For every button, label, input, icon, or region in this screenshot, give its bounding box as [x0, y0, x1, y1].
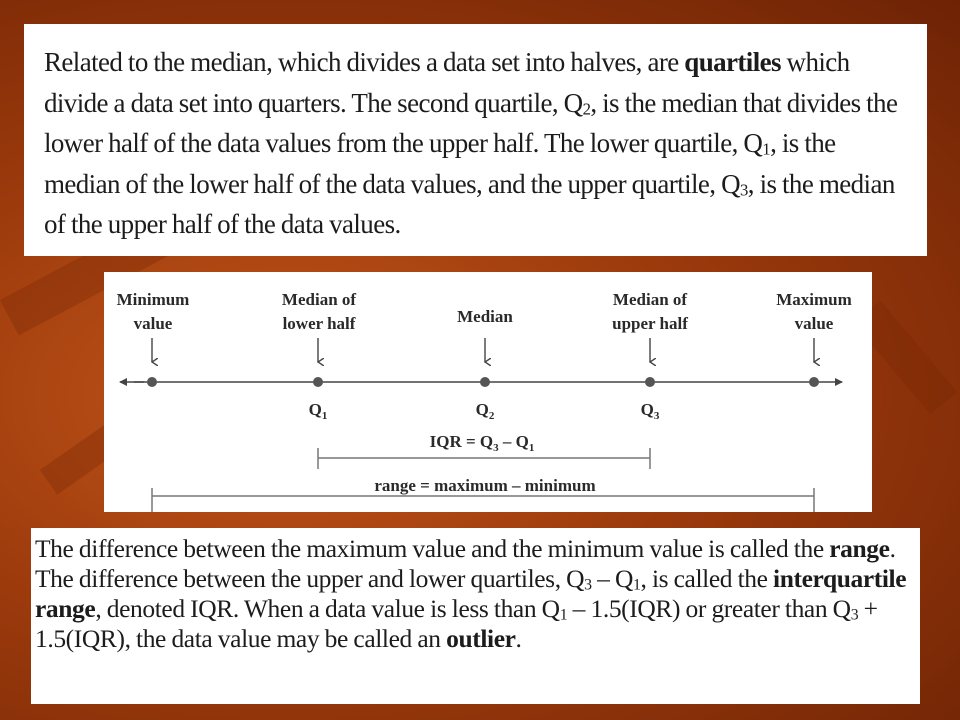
- text-run: , is the median of the upper half of the data values.: [44, 168, 895, 239]
- subscript: 3: [739, 180, 748, 199]
- label-lower-median-line2: lower half: [282, 314, 356, 333]
- point-minimum: [147, 377, 157, 387]
- quartiles-paragraph: [44, 42, 913, 245]
- subscript: 3: [584, 576, 592, 594]
- text-run: , is the median that divides the lower half of the data values from the upper half. The lower quartile, Q: [44, 87, 898, 158]
- range-definition-panel: [31, 528, 920, 704]
- quartile-number-line-diagram: [104, 272, 872, 512]
- text-run: – Q: [591, 564, 633, 593]
- label-upper-median-line2: upper half: [612, 314, 688, 333]
- text-run: The difference between the maximum value and the minimum value is called the: [35, 534, 830, 563]
- label-lower-median-line1: Median of: [281, 290, 357, 309]
- label-minimum-line1: Minimum: [116, 290, 190, 309]
- quartiles-definition-panel: [24, 24, 927, 256]
- subscript: 1: [762, 139, 771, 159]
- text-run: .: [515, 624, 522, 653]
- label-q2: $Q_2$: [475, 400, 495, 422]
- subscript: 3: [850, 606, 859, 624]
- text-run: . The difference between the upper and lower quartiles, Q: [35, 534, 896, 593]
- label-maximum-line1: Maximum: [776, 290, 852, 309]
- text-run: , is the median of the lower half of the data values, and the upper quartile, Q: [44, 128, 836, 199]
- text-run: + 1.5(IQR), the data value may be called an: [35, 594, 878, 653]
- point-q3: [645, 377, 655, 387]
- term-interquartile-range: interquartile range: [35, 564, 907, 623]
- label-median: Median: [457, 307, 513, 326]
- label-minimum-line2: value: [133, 314, 173, 333]
- label-maximum-line2: value: [794, 314, 834, 333]
- text-run: – 1.5(IQR) or greater than Q: [567, 594, 851, 623]
- term-range: range: [829, 534, 890, 563]
- label-q1: $Q_1$: [308, 400, 328, 422]
- range-formula: range = maximum – minimum: [374, 476, 596, 495]
- subscript: 2: [582, 99, 591, 118]
- subscript: 1: [559, 606, 568, 624]
- point-median: [480, 377, 490, 387]
- point-maximum: [809, 377, 819, 387]
- quartile-diagram-panel: [104, 272, 872, 512]
- term-outlier: outlier: [446, 624, 516, 653]
- text-run: , denoted IQR. When a data value is less than Q: [95, 594, 560, 623]
- point-q1: [313, 377, 323, 387]
- term-quartiles: quartiles: [684, 47, 781, 77]
- subscript: 1: [633, 576, 641, 594]
- label-q3: $Q_3$: [640, 400, 660, 422]
- label-upper-median-line1: Median of: [612, 290, 688, 309]
- text-run: Related to the median, which divides a data set into halves, are: [44, 47, 685, 77]
- iqr-formula: IQR = $Q_3 - Q_1$: [429, 432, 535, 454]
- range-paragraph: [35, 534, 916, 654]
- text-run: which divide a data set into quarters. The second quartile, Q: [44, 47, 850, 118]
- text-run: , is called the: [640, 564, 774, 593]
